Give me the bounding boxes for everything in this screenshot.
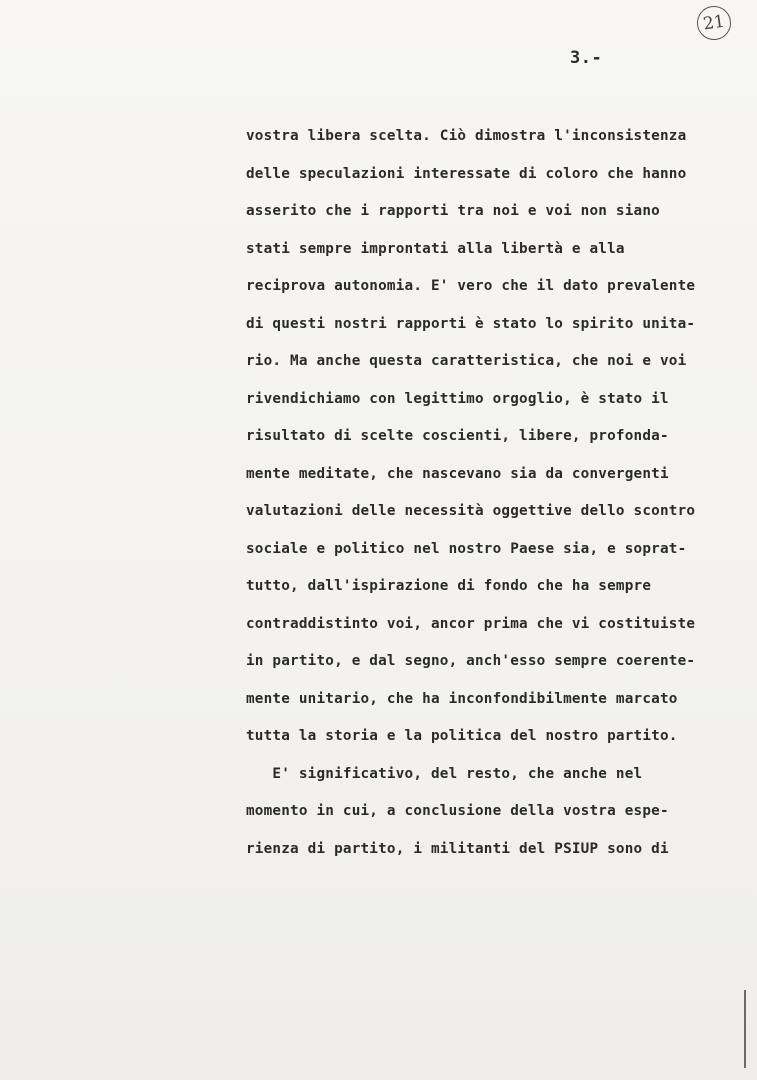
text-line: delle speculazioni interessate di coloro che hanno [246, 165, 687, 182]
text-line: mente meditate, che nascevano sia da convergenti [246, 465, 669, 482]
text-line: stati sempre improntati alla libertà e alla [246, 240, 625, 257]
text-line: vostra libera scelta. Ciò dimostra l'inconsistenza [246, 128, 687, 144]
text-line: valutazioni delle necessità oggettive dello scontro [246, 503, 696, 519]
text-line: mente unitario, che ha inconfondibilmente marcato [246, 690, 678, 707]
typewritten-body [246, 118, 746, 868]
text-line: risultato di scelte coscienti, libere, profonda- [246, 428, 669, 444]
text-line: asserito che i rapporti tra noi e voi non siano [246, 203, 660, 219]
text-line: rienza di partito, i militanti del PSIUP sono di [246, 840, 669, 857]
archive-stamp: 21 [695, 4, 733, 42]
text-line: E' significativo, del resto, che anche nel [246, 765, 643, 782]
text-line: contraddistinto voi, ancor prima che vi costituiste [246, 615, 696, 632]
page-number: 3.- [570, 48, 603, 68]
text-line: sociale e politico nel nostro Paese sia, e soprat- [246, 540, 687, 557]
text-line: tutto, dall'ispirazione di fondo che ha sempre [246, 578, 652, 594]
text-line: di questi nostri rapporti è stato lo spirito unita- [246, 315, 696, 332]
text-line: reciprova autonomia. E' vero che il dato prevalente [246, 278, 696, 294]
text-line: rivendichiamo con legittimo orgoglio, è stato il [246, 390, 669, 407]
text-line: in partito, e dal segno, anch'esso sempre coerente- [246, 653, 696, 669]
text-line: tutta la storia e la politica del nostro partito. [246, 728, 678, 744]
text-line: rio. Ma anche questa caratteristica, che noi e voi [246, 353, 687, 369]
page-edge-mark [744, 990, 746, 1068]
text-line: momento in cui, a conclusione della vostra espe- [246, 803, 669, 819]
